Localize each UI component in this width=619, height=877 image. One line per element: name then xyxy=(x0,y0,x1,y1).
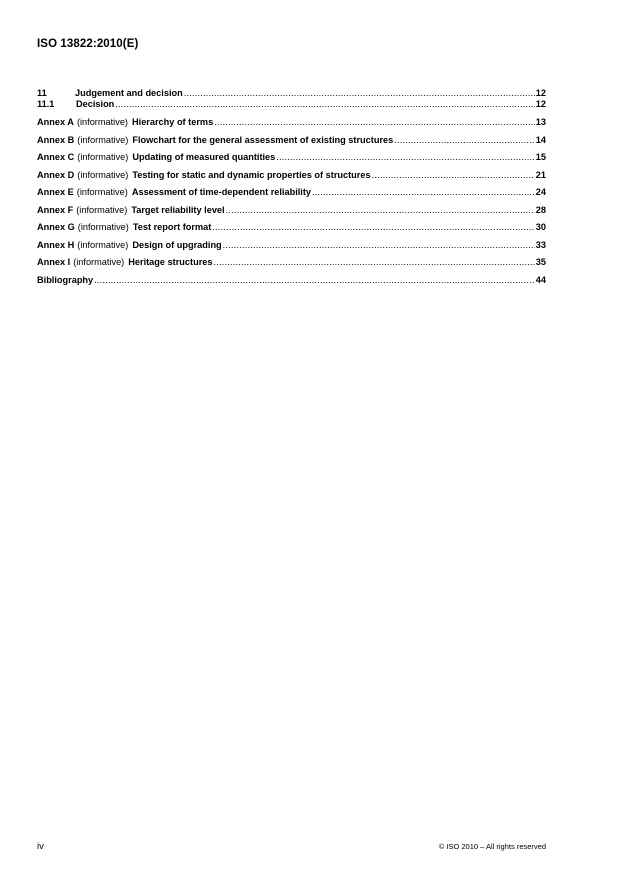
toc-annex-note: (informative) xyxy=(76,117,128,127)
toc-leader-dots xyxy=(394,135,535,146)
toc-leader-dots xyxy=(94,275,535,286)
toc-annex-note: (informative) xyxy=(77,152,129,162)
toc-annex-label: Annex I xyxy=(37,257,71,267)
toc-leader-dots xyxy=(223,240,535,251)
toc-page-number: 28 xyxy=(535,204,546,215)
toc-entry-bibliography[interactable] xyxy=(37,275,546,286)
toc-page-number: 15 xyxy=(535,152,546,162)
toc-entry-annex-c[interactable] xyxy=(37,152,546,163)
toc-section-number: 11.1 xyxy=(37,99,55,109)
toc-page-number: 30 xyxy=(535,222,546,232)
toc-section-number: 11 xyxy=(37,88,47,98)
toc-annex-title: Flowchart for the general assessment of existing structures xyxy=(132,134,394,145)
toc-leader-dots xyxy=(312,187,535,198)
toc-annex-label: Annex B xyxy=(37,134,75,145)
toc-annex-title: Test report format xyxy=(132,222,212,232)
toc-leader-dots xyxy=(276,152,534,163)
toc-annex-note: (informative) xyxy=(77,134,129,145)
toc-entry-annex-i[interactable] xyxy=(37,257,546,268)
toc-entry-annex-a[interactable] xyxy=(37,117,546,128)
toc-annex-label: Annex D xyxy=(37,169,75,180)
toc-leader-dots xyxy=(226,205,535,216)
toc-entry-annex-d[interactable] xyxy=(37,170,546,181)
toc-leader-dots xyxy=(212,222,534,233)
toc-entry-annex-h[interactable] xyxy=(37,240,546,251)
toc-page-number: 12 xyxy=(535,99,546,109)
toc-page-number: 13 xyxy=(535,117,546,127)
toc-leader-dots xyxy=(214,257,535,268)
copyright-notice: © ISO 2010 – All rights reserved xyxy=(438,842,546,851)
toc-entry-section-11[interactable] xyxy=(37,88,546,99)
toc-page-number: 44 xyxy=(535,274,546,285)
toc-page-number: 24 xyxy=(535,187,546,197)
page-number: iv xyxy=(37,841,44,852)
toc-page-number: 21 xyxy=(535,169,546,180)
toc-section-title: Judgement and decision xyxy=(75,88,183,98)
toc-page-number: 14 xyxy=(535,134,546,145)
toc-annex-title: Heritage structures xyxy=(128,257,213,267)
table-of-contents xyxy=(37,88,546,286)
toc-annex-title: Assessment of time-dependent reliability xyxy=(131,187,312,197)
toc-annex-label: Annex E xyxy=(37,187,74,197)
toc-annex-label: Annex H xyxy=(37,239,75,250)
toc-annex-label: Annex G xyxy=(37,222,75,232)
toc-page-number: 33 xyxy=(535,239,546,250)
toc-annex-label: Annex A xyxy=(37,117,74,127)
toc-leader-dots xyxy=(372,170,535,181)
toc-entry-annex-e[interactable] xyxy=(37,187,546,198)
toc-annex-title: Target reliability level xyxy=(131,204,225,215)
toc-page-number: 12 xyxy=(535,88,546,98)
toc-page-number: 35 xyxy=(535,257,546,267)
toc-entry-annex-f[interactable] xyxy=(37,205,546,216)
toc-annex-note: (informative) xyxy=(73,257,125,267)
toc-annex-label: Annex C xyxy=(37,152,75,162)
toc-leader-dots xyxy=(184,88,535,99)
toc-annex-note: (informative) xyxy=(76,187,128,197)
toc-entry-section-11-1[interactable] xyxy=(37,99,546,110)
toc-entry-annex-g[interactable] xyxy=(37,222,546,233)
toc-annex-label: Annex F xyxy=(37,204,74,215)
toc-annex-note: (informative) xyxy=(76,204,128,215)
toc-section-title: Decision xyxy=(76,99,115,109)
document-id: ISO 13822:2010(E) xyxy=(37,38,139,50)
toc-annex-title: Design of upgrading xyxy=(132,239,222,250)
toc-annex-title: Updating of measured quantities xyxy=(132,152,276,162)
toc-annex-note: (informative) xyxy=(77,239,129,250)
toc-entry-annex-b[interactable] xyxy=(37,135,546,146)
toc-leader-dots xyxy=(214,117,535,128)
toc-annex-title: Testing for static and dynamic properties of structures xyxy=(132,169,371,180)
toc-annex-title: Hierarchy of terms xyxy=(132,117,214,127)
toc-annex-note: (informative) xyxy=(77,222,129,232)
toc-annex-note: (informative) xyxy=(77,169,129,180)
toc-leader-dots xyxy=(115,99,534,110)
toc-bibliography-title: Bibliography xyxy=(37,274,94,285)
